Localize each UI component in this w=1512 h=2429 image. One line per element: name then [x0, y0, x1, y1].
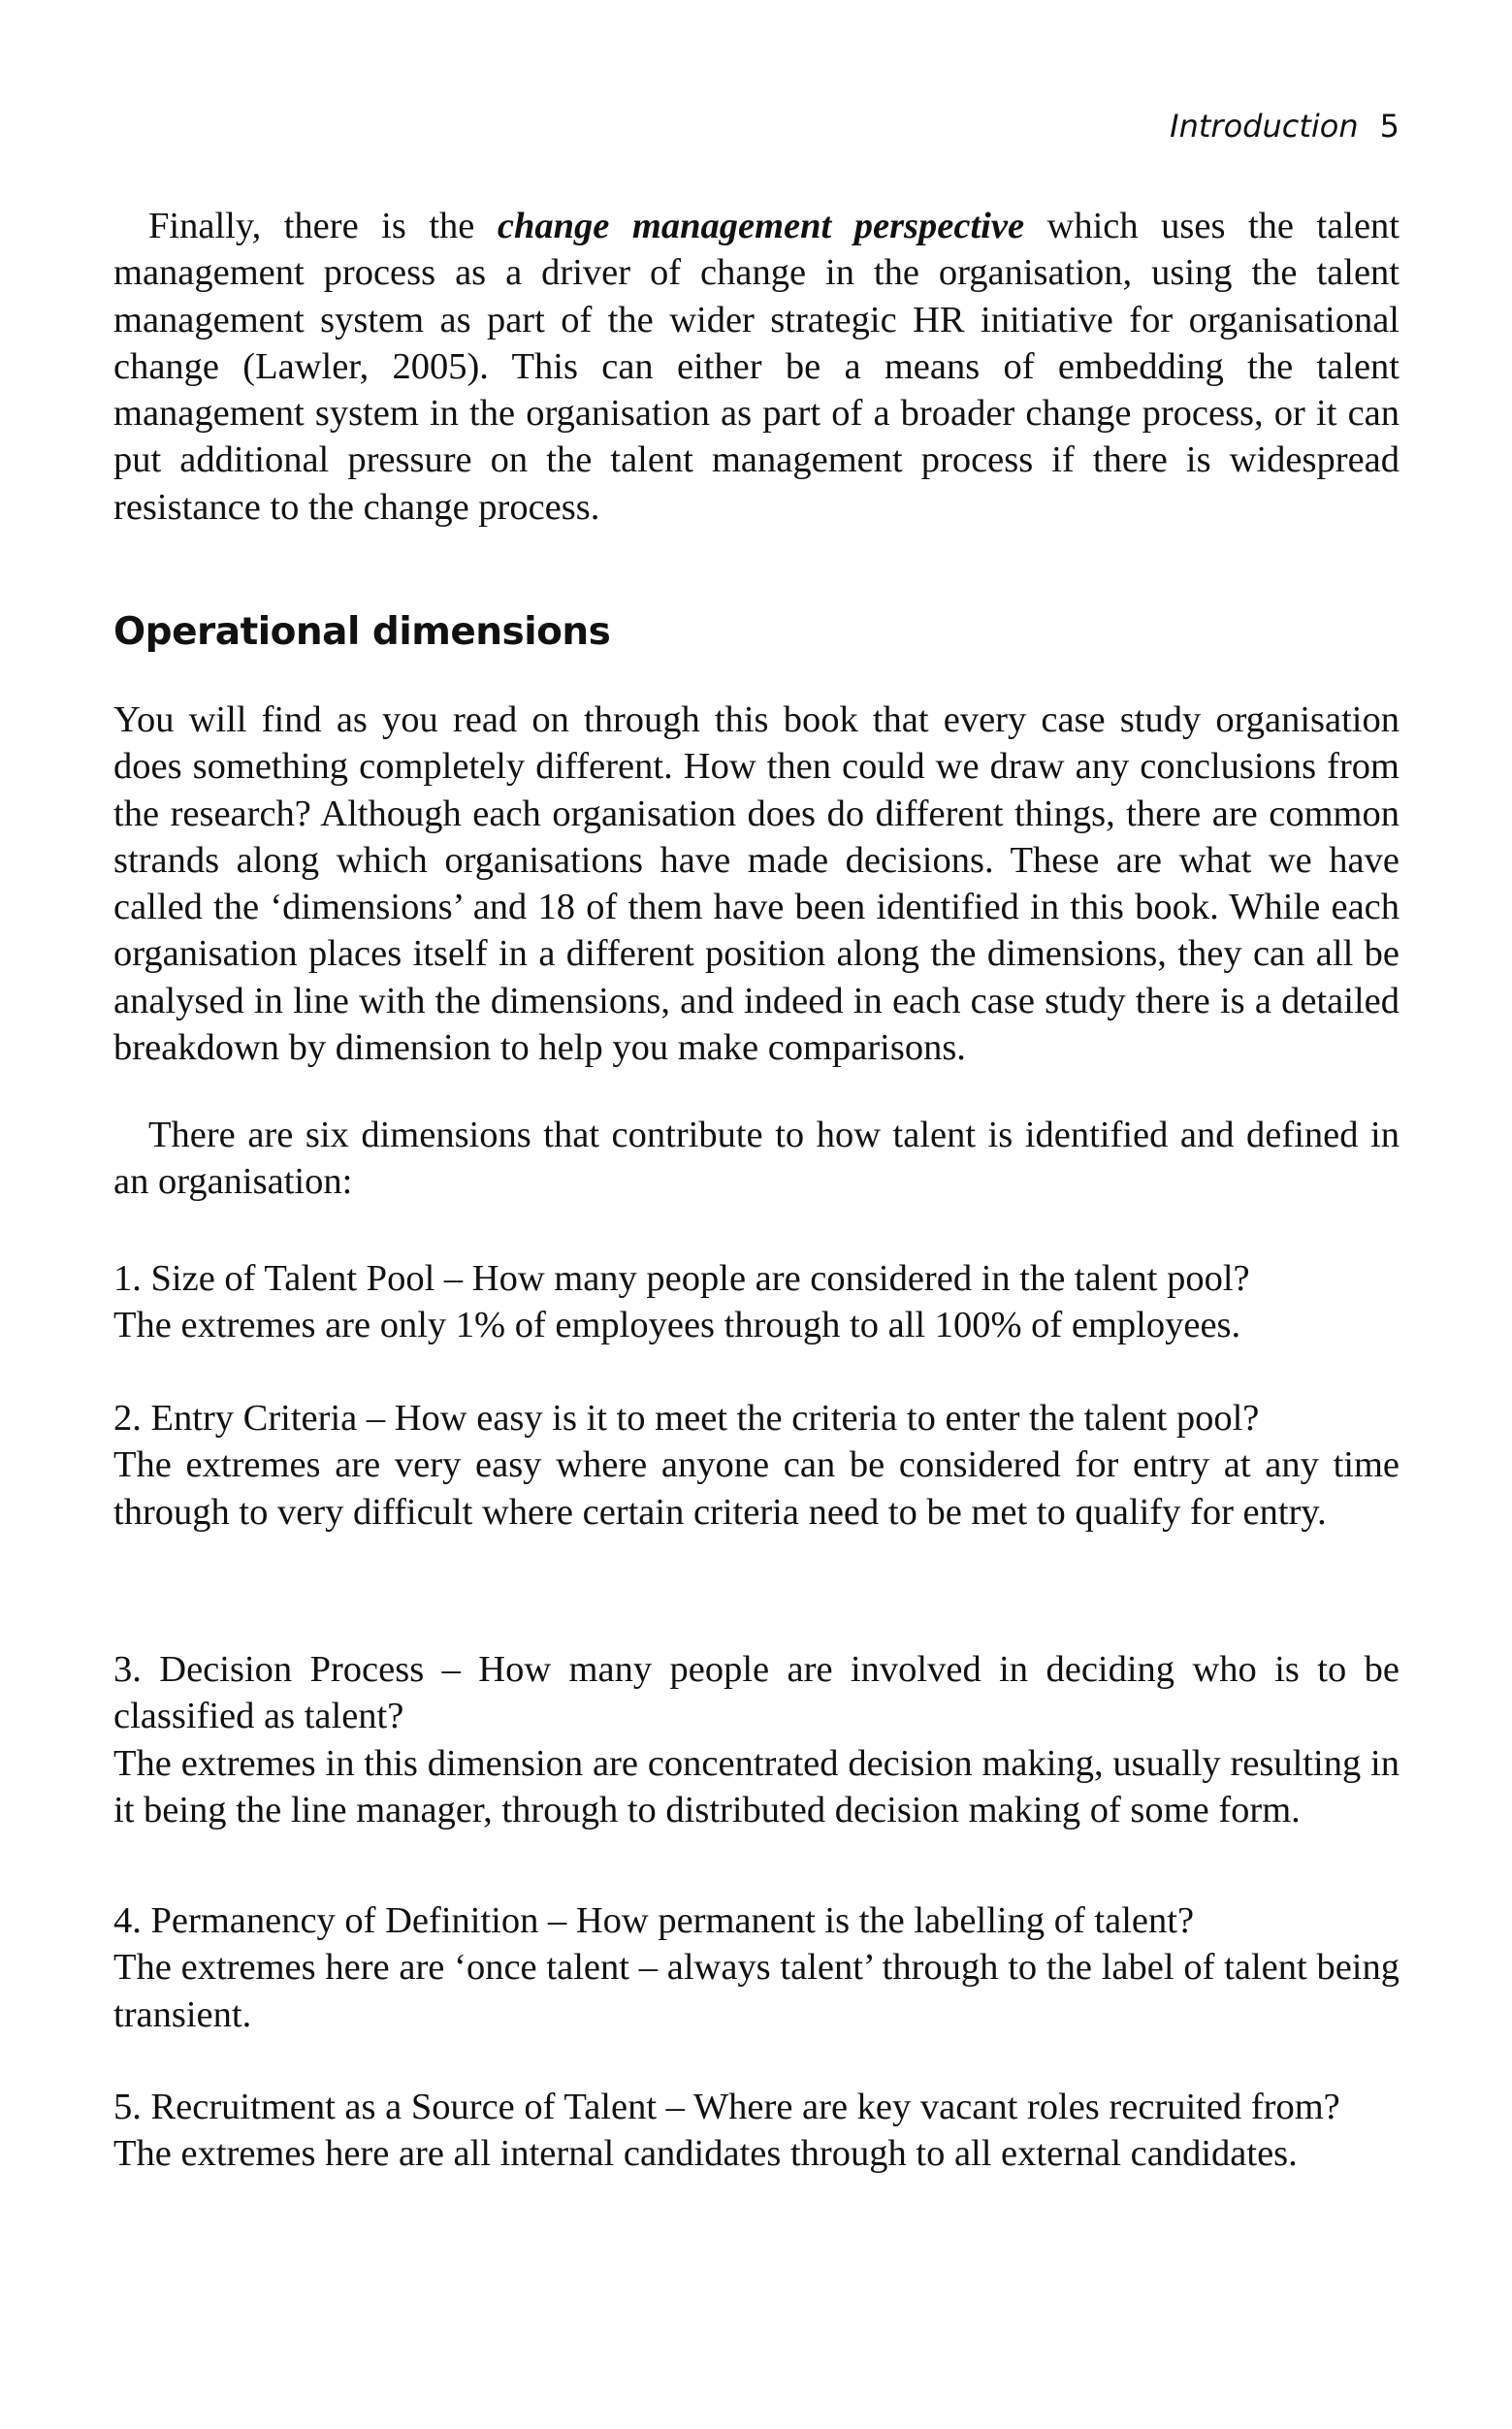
dimension-item: [113, 1897, 1399, 2038]
dimension-item: [113, 1646, 1399, 1833]
dimension-item: [113, 2084, 1399, 2178]
dimension-question: 2. Entry Criteria – How easy is it to meet the criteria to enter the talent pool?: [113, 1398, 1260, 1439]
section-heading: Operational dimensions: [113, 610, 611, 654]
dimension-extremes: The extremes in this dimension are concentrated decision making, usually resulting in it being the line manager, through to distributed decision making of some form.: [113, 1742, 1399, 1830]
intro-emphasis: change management perspective: [497, 206, 1025, 246]
intro-text-after: which uses the talent management process as a driver of change in the organisation, using the talent management system as part of the wider strategic HR initiative for organisational change (Lawler, 2005). This can either be a means of embedding the talent management system in the organisation as part of a broader change process, or it can put additional pressure on the talent management process if there is widespread resistance to the change process.: [113, 206, 1400, 528]
dimension-item: [113, 1395, 1399, 1536]
body-paragraph: There are six dimensions that contribute to how talent is identified and defined in an organisation:: [113, 1115, 1399, 1203]
dimension-extremes: The extremes here are ‘once talent – always talent’ through to the label of talent being transient.: [113, 1947, 1399, 2035]
dimension-question: 1. Size of Talent Pool – How many people are considered in the talent pool?: [113, 1258, 1250, 1299]
dimension-extremes: The extremes are very easy where anyone can be considered for entry at any time through to very difficult where certain criteria need to be met to qualify for entry.: [113, 1444, 1399, 1533]
running-head: [1170, 107, 1399, 146]
dimension-item: [113, 1255, 1399, 1349]
dimension-extremes: The extremes are only 1% of employees through to all 100% of employees.: [113, 1305, 1241, 1346]
dimension-question: 3. Decision Process – How many people are involved in deciding who is to be classified as talent?: [113, 1649, 1399, 1737]
dimension-question: 4. Permanency of Definition – How permanent is the labelling of talent?: [113, 1900, 1195, 1941]
dimension-question: 5. Recruitment as a Source of Talent – Where are key vacant roles recruited from?: [113, 2087, 1340, 2127]
page-number: 5: [1379, 108, 1399, 145]
intro-text-before: Finally, there is the: [148, 206, 498, 246]
body-paragraph: You will find as you read on through this book that every case study organisation does something completely different. How then could we draw any conclusions from the research? Although each organisation does do different things, there are common strands along which organisations have made decisions. These are what we have called the ‘dimensions’ and 18 of them have been identified in this book. While each organisation places itself in a different position along the dimensions, they can all be analysed in line with the dimensions, and indeed in each case study there is a detailed breakdown by dimension to help you make comparisons.: [113, 699, 1399, 1069]
intro-paragraph: [113, 203, 1399, 531]
chapter-title: Introduction: [1170, 108, 1359, 145]
dimension-extremes: The extremes here are all internal candidates through to all external candidates.: [113, 2133, 1298, 2175]
